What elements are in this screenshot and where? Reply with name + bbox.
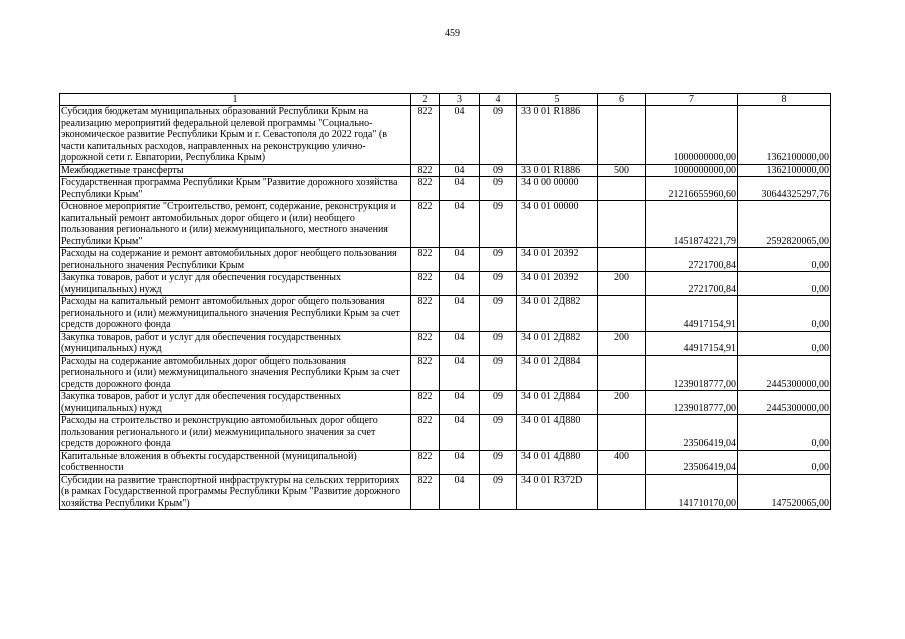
section-code-cell: 04 — [440, 106, 480, 165]
section-code-cell: 04 — [440, 450, 480, 474]
section-code-cell: 04 — [440, 296, 480, 332]
table-row — [60, 355, 831, 391]
target-article-cell: 34 0 01 4Д880 — [517, 450, 598, 474]
section-code-cell: 04 — [440, 391, 480, 415]
table-row — [60, 450, 831, 474]
amount-year1-cell: 23506419,04 — [646, 415, 738, 451]
header-cell-2: 2 — [411, 94, 440, 106]
amount-year1-cell: 2721700,84 — [646, 272, 738, 296]
item-name-cell: Закупка товаров, работ и услуг для обеспечения государственных (муниципальных) нужд — [60, 331, 411, 355]
item-name-cell: Межбюджетные трансферты — [60, 164, 411, 177]
expense-type-cell — [598, 201, 646, 248]
ministry-code-cell: 822 — [411, 164, 440, 177]
subsection-code-cell: 09 — [480, 106, 517, 165]
amount-year1-cell: 44917154,91 — [646, 296, 738, 332]
subsection-code-cell: 09 — [480, 177, 517, 201]
ministry-code-cell: 822 — [411, 177, 440, 201]
target-article-cell: 34 0 01 2Д884 — [517, 391, 598, 415]
target-article-cell: 33 0 01 R1886 — [517, 164, 598, 177]
subsection-code-cell: 09 — [480, 248, 517, 272]
expense-type-cell — [598, 106, 646, 165]
table-row — [60, 391, 831, 415]
subsection-code-cell: 09 — [480, 201, 517, 248]
ministry-code-cell: 822 — [411, 331, 440, 355]
table-row — [60, 177, 831, 201]
item-name-cell: Основное мероприятие "Строительство, ремонт, содержание, реконструкция и капитальный ремонт автомобильных дорог общего и (или) необщего пользования регионального и (или) межмуниципального, местного значения Республики Крым" — [60, 201, 411, 248]
target-article-cell: 34 0 01 20392 — [517, 248, 598, 272]
amount-year1-cell: 21216655960,60 — [646, 177, 738, 201]
amount-year2-cell: 147520065,00 — [738, 474, 831, 510]
table-header — [60, 94, 831, 106]
ministry-code-cell: 822 — [411, 106, 440, 165]
amount-year2-cell: 1362100000,00 — [738, 164, 831, 177]
amount-year2-cell: 0,00 — [738, 272, 831, 296]
subsection-code-cell: 09 — [480, 450, 517, 474]
subsection-code-cell: 09 — [480, 474, 517, 510]
amount-year1-cell: 1239018777,00 — [646, 391, 738, 415]
ministry-code-cell: 822 — [411, 391, 440, 415]
table-row — [60, 331, 831, 355]
header-cell-6: 6 — [598, 94, 646, 106]
item-name-cell: Субсидии на развитие транспортной инфраструктуры на сельских территориях (в рамках Государственной программы Республики Крым "Развитие дорожного хозяйства Республики Крым") — [60, 474, 411, 510]
amount-year2-cell: 0,00 — [738, 248, 831, 272]
section-code-cell: 04 — [440, 355, 480, 391]
header-cell-3: 3 — [440, 94, 480, 106]
ministry-code-cell: 822 — [411, 474, 440, 510]
expense-type-cell — [598, 296, 646, 332]
expense-type-cell: 200 — [598, 391, 646, 415]
table-row — [60, 248, 831, 272]
section-code-cell: 04 — [440, 272, 480, 296]
amount-year1-cell: 23506419,04 — [646, 450, 738, 474]
amount-year2-cell: 1362100000,00 — [738, 106, 831, 165]
ministry-code-cell: 822 — [411, 355, 440, 391]
amount-year2-cell: 0,00 — [738, 450, 831, 474]
amount-year1-cell: 141710170,00 — [646, 474, 738, 510]
target-article-cell: 33 0 01 R1886 — [517, 106, 598, 165]
subsection-code-cell: 09 — [480, 415, 517, 451]
table-row — [60, 106, 831, 165]
target-article-cell: 34 0 01 2Д882 — [517, 331, 598, 355]
ministry-code-cell: 822 — [411, 248, 440, 272]
item-name-cell: Капитальные вложения в объекты государственной (муниципальной) собственности — [60, 450, 411, 474]
table-body — [60, 106, 831, 510]
ministry-code-cell: 822 — [411, 272, 440, 296]
target-article-cell: 34 0 00 00000 — [517, 177, 598, 201]
table-row — [60, 415, 831, 451]
header-cell-1: 1 — [60, 94, 411, 106]
target-article-cell: 34 0 01 2Д884 — [517, 355, 598, 391]
table-row — [60, 164, 831, 177]
amount-year2-cell: 0,00 — [738, 331, 831, 355]
item-name-cell: Государственная программа Республики Крым "Развитие дорожного хозяйства Республики Крым" — [60, 177, 411, 201]
table-row — [60, 201, 831, 248]
section-code-cell: 04 — [440, 474, 480, 510]
expense-type-cell: 500 — [598, 164, 646, 177]
section-code-cell: 04 — [440, 248, 480, 272]
expense-type-cell — [598, 474, 646, 510]
ministry-code-cell: 822 — [411, 415, 440, 451]
target-article-cell: 34 0 01 4Д880 — [517, 415, 598, 451]
amount-year1-cell: 44917154,91 — [646, 331, 738, 355]
amount-year1-cell: 2721700,84 — [646, 248, 738, 272]
table-row — [60, 296, 831, 332]
header-cell-7: 7 — [646, 94, 738, 106]
expense-type-cell — [598, 415, 646, 451]
amount-year1-cell: 1451874221,79 — [646, 201, 738, 248]
item-name-cell: Расходы на содержание автомобильных дорог общего пользования регионального и (или) межмуниципального значения Республики Крым за счет средств дорожного фонда — [60, 355, 411, 391]
header-cell-4: 4 — [480, 94, 517, 106]
target-article-cell: 34 0 01 20392 — [517, 272, 598, 296]
amount-year2-cell: 30644325297,76 — [738, 177, 831, 201]
subsection-code-cell: 09 — [480, 355, 517, 391]
expense-type-cell — [598, 248, 646, 272]
ministry-code-cell: 822 — [411, 450, 440, 474]
subsection-code-cell: 09 — [480, 391, 517, 415]
amount-year1-cell: 1239018777,00 — [646, 355, 738, 391]
ministry-code-cell: 822 — [411, 201, 440, 248]
expense-type-cell: 400 — [598, 450, 646, 474]
budget-table — [59, 93, 831, 510]
header-row — [60, 94, 831, 106]
section-code-cell: 04 — [440, 201, 480, 248]
item-name-cell: Субсидия бюджетам муниципальных образований Республики Крым на реализацию мероприятий федеральной целевой программы "Социально-экономическое развитие Республики Крым и г. Севастополя до 2022 года" (в части капитальных расходов, направленных на реконструкцию улично-дорожной сети г. Евпатории, Республика Крым) — [60, 106, 411, 165]
amount-year2-cell: 0,00 — [738, 415, 831, 451]
amount-year2-cell: 2445300000,00 — [738, 355, 831, 391]
amount-year1-cell: 1000000000,00 — [646, 106, 738, 165]
table-row — [60, 272, 831, 296]
header-cell-5: 5 — [517, 94, 598, 106]
target-article-cell: 34 0 01 00000 — [517, 201, 598, 248]
subsection-code-cell: 09 — [480, 331, 517, 355]
page-number: 459 — [445, 28, 460, 39]
amount-year2-cell: 0,00 — [738, 296, 831, 332]
expense-type-cell — [598, 177, 646, 201]
section-code-cell: 04 — [440, 415, 480, 451]
amount-year2-cell: 2445300000,00 — [738, 391, 831, 415]
item-name-cell: Расходы на содержание и ремонт автомобильных дорог необщего пользования регионального значения Республики Крым — [60, 248, 411, 272]
amount-year1-cell: 1000000000,00 — [646, 164, 738, 177]
expense-type-cell: 200 — [598, 331, 646, 355]
section-code-cell: 04 — [440, 331, 480, 355]
subsection-code-cell: 09 — [480, 164, 517, 177]
item-name-cell: Расходы на капитальный ремонт автомобильных дорог общего пользования регионального и (или) межмуниципального значения Республики Крым за счет средств дорожного фонда — [60, 296, 411, 332]
subsection-code-cell: 09 — [480, 296, 517, 332]
item-name-cell: Расходы на строительство и реконструкцию автомобильных дорог общего пользования регионального и (или) межмуниципального значения за счет средств дорожного фонда — [60, 415, 411, 451]
expense-type-cell: 200 — [598, 272, 646, 296]
target-article-cell: 34 0 01 R372D — [517, 474, 598, 510]
item-name-cell: Закупка товаров, работ и услуг для обеспечения государственных (муниципальных) нужд — [60, 272, 411, 296]
subsection-code-cell: 09 — [480, 272, 517, 296]
amount-year2-cell: 2592820065,00 — [738, 201, 831, 248]
ministry-code-cell: 822 — [411, 296, 440, 332]
table-row — [60, 474, 831, 510]
section-code-cell: 04 — [440, 177, 480, 201]
target-article-cell: 34 0 01 2Д882 — [517, 296, 598, 332]
item-name-cell: Закупка товаров, работ и услуг для обеспечения государственных (муниципальных) нужд — [60, 391, 411, 415]
expense-type-cell — [598, 355, 646, 391]
section-code-cell: 04 — [440, 164, 480, 177]
header-cell-8: 8 — [738, 94, 831, 106]
